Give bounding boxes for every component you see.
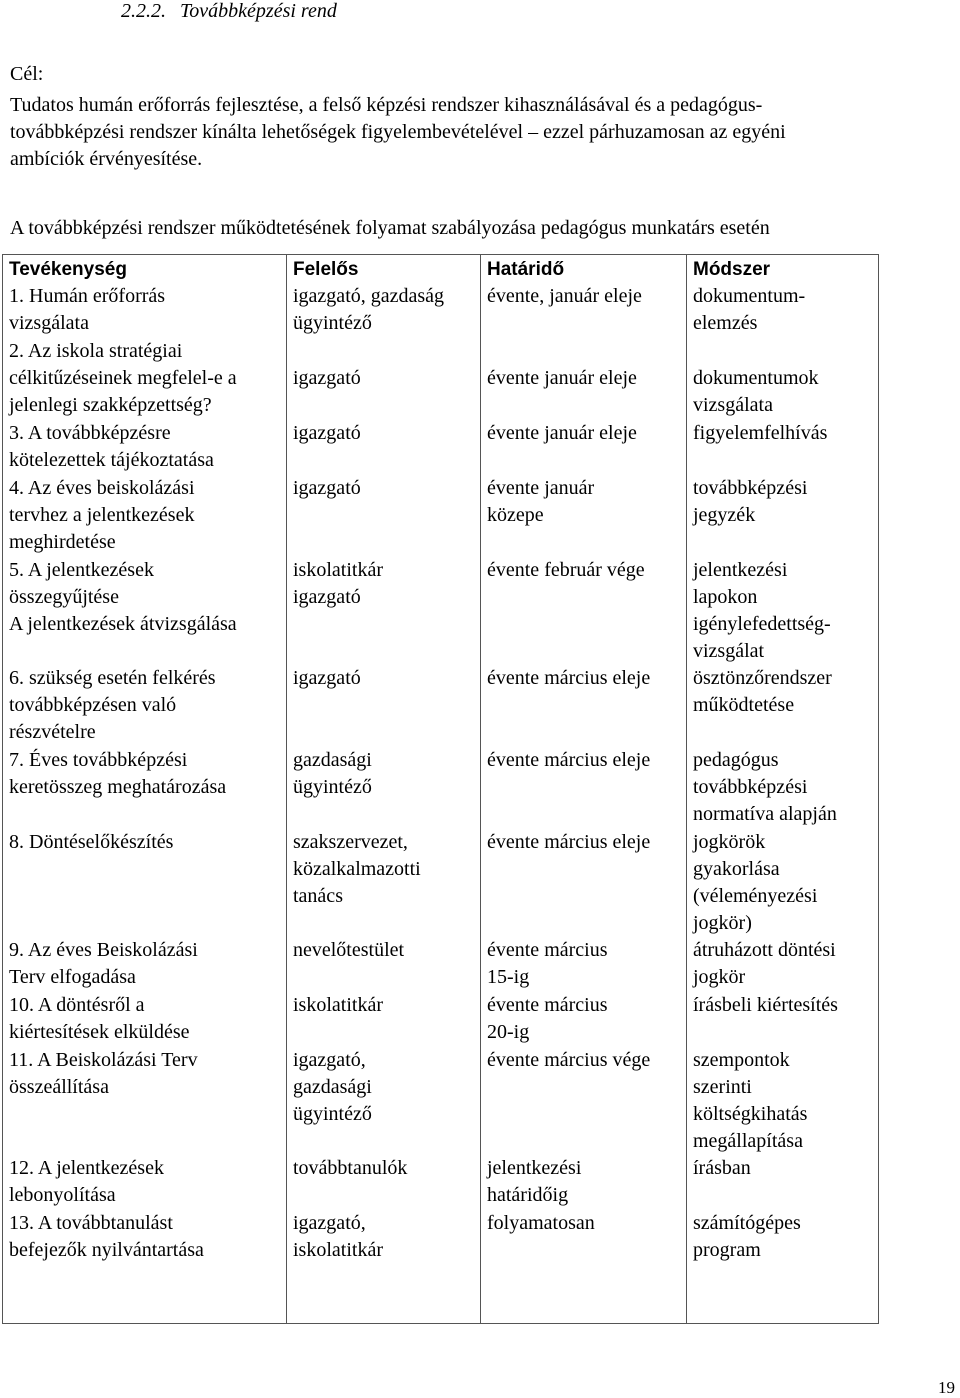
cell-method: továbbképzési jegyzék <box>687 475 879 557</box>
cell-method: számítógépes program <box>687 1210 879 1323</box>
cell-activity: 10. A döntésről a kiértesítések elküldése <box>3 992 287 1047</box>
cell-method: írásbeli kiértesítés <box>687 992 879 1047</box>
table-row <box>3 937 879 992</box>
cell-responsible: igazgató, iskolatitkár <box>287 1210 481 1323</box>
cell-deadline: évente január közepe <box>481 475 687 557</box>
cell-activity: 12. A jelentkezések lebonyolítása <box>3 1155 287 1210</box>
cell-activity: 1. Humán erőforrás vizsgálata <box>3 283 287 338</box>
cell-responsible: nevelőtestület <box>287 937 481 992</box>
cell-activity: 5. A jelentkezések összegyűjtése A jelentkezések átvizsgálása <box>3 557 287 665</box>
cell-deadline: évente január eleje <box>481 338 687 420</box>
cell-responsible: szakszervezet, közalkalmazotti tanács <box>287 829 481 937</box>
cell-method: ösztönzőrendszer működtetése <box>687 665 879 747</box>
page-number: 19 <box>938 1378 955 1397</box>
table-row <box>3 1210 879 1323</box>
cell-responsible: igazgató, gazdasági ügyintéző <box>287 1047 481 1155</box>
table-row <box>3 747 879 829</box>
table-row <box>3 992 879 1047</box>
cell-method: jelentkezési lapokon igénylefedettség- vizsgálat <box>687 557 879 665</box>
cell-deadline: évente január eleje <box>481 420 687 475</box>
cell-deadline: évente március eleje <box>481 747 687 829</box>
cell-deadline: évente március 20-ig <box>481 992 687 1047</box>
header-activity: Tevékenység <box>3 255 287 284</box>
cell-deadline: évente március eleje <box>481 829 687 937</box>
cell-method: írásban <box>687 1155 879 1210</box>
cell-activity: 7. Éves továbbképzési keretösszeg meghatározása <box>3 747 287 829</box>
section-heading <box>121 0 337 25</box>
header-method: Módszer <box>687 255 879 284</box>
cell-activity: 2. Az iskola stratégiai célkitűzéseinek megfelel-e a jelenlegi szakképzettség? <box>3 338 287 420</box>
cell-deadline: évente március vége <box>481 1047 687 1155</box>
header-responsible: Felelős <box>287 255 481 284</box>
table-row <box>3 1047 879 1155</box>
cell-responsible: igazgató <box>287 665 481 747</box>
cell-method: átruházott döntési jogkör <box>687 937 879 992</box>
cell-method: jogkörök gyakorlása (véleményezési jogkör) <box>687 829 879 937</box>
cell-activity: 9. Az éves Beiskolázási Terv elfogadása <box>3 937 287 992</box>
table-row <box>3 1155 879 1210</box>
cell-responsible: igazgató, gazdaság ügyintéző <box>287 283 481 338</box>
cell-deadline: évente február vége <box>481 557 687 665</box>
cell-responsible: iskolatitkár <box>287 992 481 1047</box>
cell-responsible: igazgató <box>287 475 481 557</box>
cell-activity: 3. A továbbképzésre kötelezettek tájékoztatása <box>3 420 287 475</box>
intro-paragraph: A továbbképzési rendszer működtetésének folyamat szabályozása pedagógus munkatárs esetén <box>10 217 770 239</box>
cell-method: pedagógus továbbképzési normatíva alapján <box>687 747 879 829</box>
training-schedule-table <box>2 254 879 1324</box>
table-row <box>3 557 879 665</box>
cell-deadline: jelentkezési határidőig <box>481 1155 687 1210</box>
cell-method: dokumentumok vizsgálata <box>687 338 879 420</box>
cell-method: dokumentum- elemzés <box>687 283 879 338</box>
cell-activity: 8. Döntéselőkészítés <box>3 829 287 937</box>
goal-text: Tudatos humán erőforrás fejlesztése, a felső képzési rendszer kihasználásával és a pedagógus- továbbképzési rendszer kínálta lehetőségek figyelembevételével – ezzel párhuzamosan az egyéni ambíciók érvényesítése. <box>10 94 786 170</box>
cell-responsible: továbbtanulók <box>287 1155 481 1210</box>
cell-responsible: iskolatitkár igazgató <box>287 557 481 665</box>
table-row <box>3 665 879 747</box>
header-deadline: Határidő <box>481 255 687 284</box>
section-number: 2.2.2. <box>121 0 166 22</box>
table-row <box>3 338 879 420</box>
section-title: Továbbképzési rend <box>180 0 337 22</box>
cell-deadline: évente, január eleje <box>481 283 687 338</box>
cell-deadline: folyamatosan <box>481 1210 687 1323</box>
cell-method: szempontok szerinti költségkihatás megállapítása <box>687 1047 879 1155</box>
cell-activity: 11. A Beiskolázási Terv összeállítása <box>3 1047 287 1155</box>
table-header-row <box>3 255 879 284</box>
cell-method: figyelemfelhívás <box>687 420 879 475</box>
cell-responsible: igazgató <box>287 338 481 420</box>
cell-activity: 4. Az éves beiskolázási tervhez a jelentkezések meghirdetése <box>3 475 287 557</box>
cell-deadline: évente március eleje <box>481 665 687 747</box>
cell-activity: 6. szükség esetén felkérés továbbképzésen való részvételre <box>3 665 287 747</box>
goal-label: Cél: <box>10 63 44 85</box>
table-row <box>3 420 879 475</box>
table-row <box>3 475 879 557</box>
cell-deadline: évente március 15-ig <box>481 937 687 992</box>
cell-responsible: igazgató <box>287 420 481 475</box>
cell-responsible: gazdasági ügyintéző <box>287 747 481 829</box>
table-row <box>3 829 879 937</box>
table-row <box>3 283 879 338</box>
cell-activity: 13. A továbbtanulást befejezők nyilvántartása <box>3 1210 287 1323</box>
